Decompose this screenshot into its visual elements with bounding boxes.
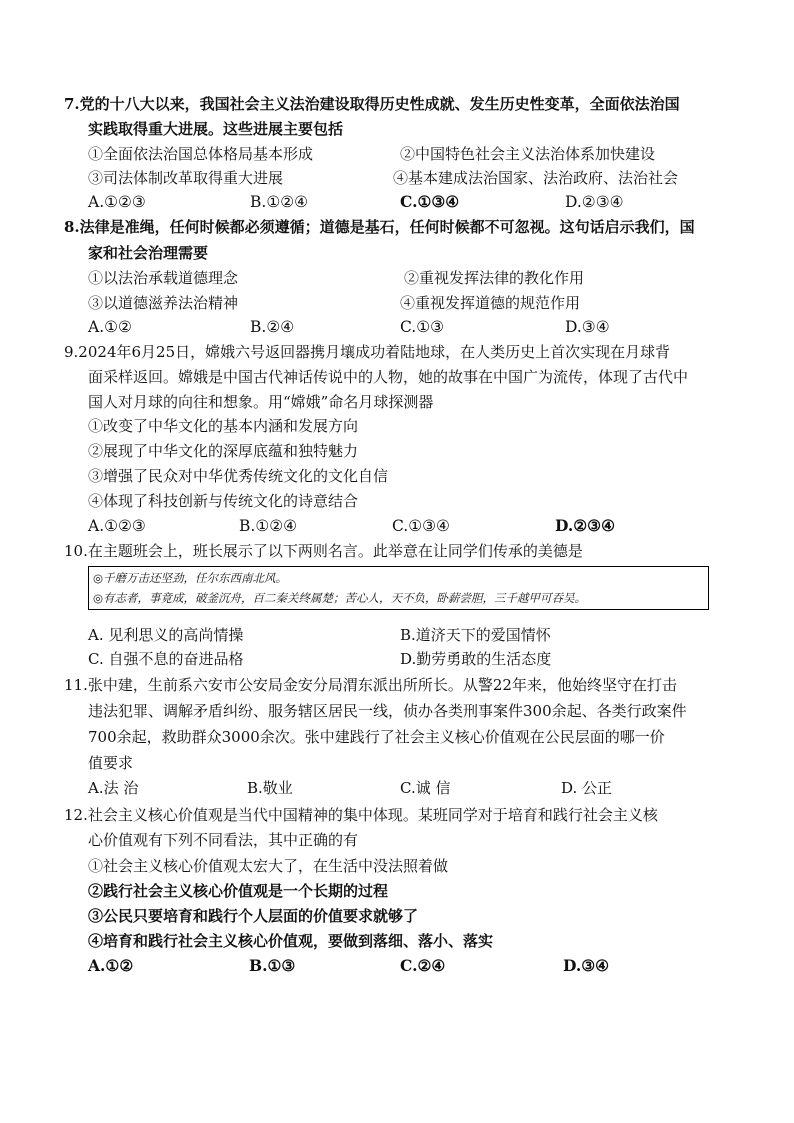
q12-option-b: B.①③ xyxy=(249,956,296,975)
q9-statement-1: ①改变了中华文化的基本内涵和发展方向 xyxy=(88,417,359,435)
q9-stem-line-1: 9.2024年6月25日，嫦娥六号返回器携月壤成功着陆地球，在人类历史上首次实现在月球背 xyxy=(64,343,671,361)
q9-statement-3: ③增强了民众对中华优秀传统文化的文化自信 xyxy=(88,467,389,485)
q11-option-c: C.诚 信 xyxy=(400,779,451,797)
q12-stem-line-1: 12.社会主义核心价值观是当代中国精神的集中体现。某班同学对于培育和践行社会主义核 xyxy=(64,806,658,824)
q8-statement-2: ②重视发挥法律的教化作用 xyxy=(404,269,585,287)
q12-stem-line-2: 心价值观有下列不同看法，其中正确的有 xyxy=(88,831,359,849)
q8-statement-1: ①以法治承载道德理念 xyxy=(88,269,239,287)
q8-option-b: B.②④ xyxy=(250,318,295,336)
q11-option-d: D. 公正 xyxy=(561,779,613,797)
q9-option-c: C.①③④ xyxy=(392,517,450,535)
q12-option-c: C.②④ xyxy=(400,956,446,975)
q7-statement-3: ③司法体制改革取得重大进展 xyxy=(88,169,284,187)
q11-stem-line-1: 11.张中建，生前系六安市公安局金安分局渭东派出所所长。从警22年来，他始终坚守在打击 xyxy=(64,676,677,694)
q7-statement-1: ①全面依法治国总体格局基本形成 xyxy=(88,145,314,163)
q9-option-d: D.②③④ xyxy=(555,516,615,535)
q8-option-d: D.③④ xyxy=(565,318,610,336)
q9-stem-line-3: 国人对月球的向往和想象。用“嫦娥”命名月球探测器 xyxy=(88,393,434,411)
q10-option-c: C. 自强不息的奋进品格 xyxy=(88,650,244,668)
q8-statement-4: ④重视发挥道德的规范作用 xyxy=(400,294,581,312)
q8-stem-line-2: 家和社会治理需要 xyxy=(88,244,209,262)
q7-option-b: B.①②④ xyxy=(250,193,309,211)
q8-stem-line-1: 8.法律是准绳，任何时候都必须遵循；道德是基石，任何时候都不可忽视。这句话启示我们，国 xyxy=(64,218,695,236)
q11-stem-line-2: 违法犯罪、调解矛盾纠纷、服务辖区居民一线，侦办各类刑事案件300余起、各类行政案件 xyxy=(88,702,687,720)
q7-option-a: A.①②③ xyxy=(88,193,146,211)
q7-option-d: D.②③④ xyxy=(565,193,624,211)
q12-statement-2: ②践行社会主义核心价值观是一个长期的过程 xyxy=(88,882,389,900)
q7-option-c: C.①③④ xyxy=(400,192,460,211)
q9-option-a: A.①②③ xyxy=(88,517,146,535)
q9-statement-4: ④体现了科技创新与传统文化的诗意结合 xyxy=(88,492,359,510)
q8-option-c: C.①③ xyxy=(400,318,445,336)
quote-2: ◎有志者，事竟成，破釜沉舟，百二秦关终属楚；苦心人，天不负，卧薪尝胆，三千越甲可吞吴。 xyxy=(93,591,587,605)
q7-stem-line-1: 7.党的十八大以来，我国社会主义法治建设取得历史性成就、发生历史性变革，全面依法治国 xyxy=(64,95,680,113)
q8-option-a: A.①② xyxy=(88,318,132,336)
q10-stem: 10.在主题班会上，班长展示了以下两则名言。此举意在让同学们传承的美德是 xyxy=(64,542,583,560)
q7-stem-line-2: 实践取得重大进展。这些进展主要包括 xyxy=(88,120,344,138)
q10-option-b: B.道济天下的爱国情怀 xyxy=(400,626,551,644)
q11-option-a: A.法 治 xyxy=(88,779,139,797)
quote-1: ◎千磨万击还坚劲，任尔东西南北风。 xyxy=(93,571,288,585)
q11-stem-line-4: 值要求 xyxy=(88,754,134,772)
q10-option-d: D.勤劳勇敢的生活态度 xyxy=(400,650,552,668)
q9-stem-line-2: 面采样返回。嫦娥是中国古代神话传说中的人物，她的故事在中国广为流传，体现了古代中 xyxy=(88,368,689,386)
q12-statement-3: ③公民只要培育和践行个人层面的价值要求就够了 xyxy=(88,907,419,925)
q9-option-b: B.①②④ xyxy=(239,517,298,535)
q7-statement-2: ②中国特色社会主义法治体系加快建设 xyxy=(400,145,656,163)
q9-statement-2: ②展现了中华文化的深厚底蕴和独特魅力 xyxy=(88,442,359,460)
q11-option-b: B.敬业 xyxy=(247,779,293,797)
q12-option-d: D.③④ xyxy=(563,956,610,975)
q10-option-a: A. 见利思义的高尚情操 xyxy=(88,626,244,644)
q7-statement-4: ④基本建成法治国家、法治政府、法治社会 xyxy=(393,169,679,187)
q12-statement-4: ④培育和践行社会主义核心价值观，要做到落细、落小、落实 xyxy=(88,932,494,950)
q12-option-a: A.①② xyxy=(88,956,134,975)
q11-stem-line-3: 700余起，救助群众3000余次。张中建践行了社会主义核心价值观在公民层面的哪一价 xyxy=(88,728,665,746)
q12-statement-1: ①社会主义核心价值观太宏大了，在生活中没法照着做 xyxy=(88,857,449,875)
q8-statement-3: ③以道德滋养法治精神 xyxy=(88,294,239,312)
quote-box xyxy=(88,566,709,610)
